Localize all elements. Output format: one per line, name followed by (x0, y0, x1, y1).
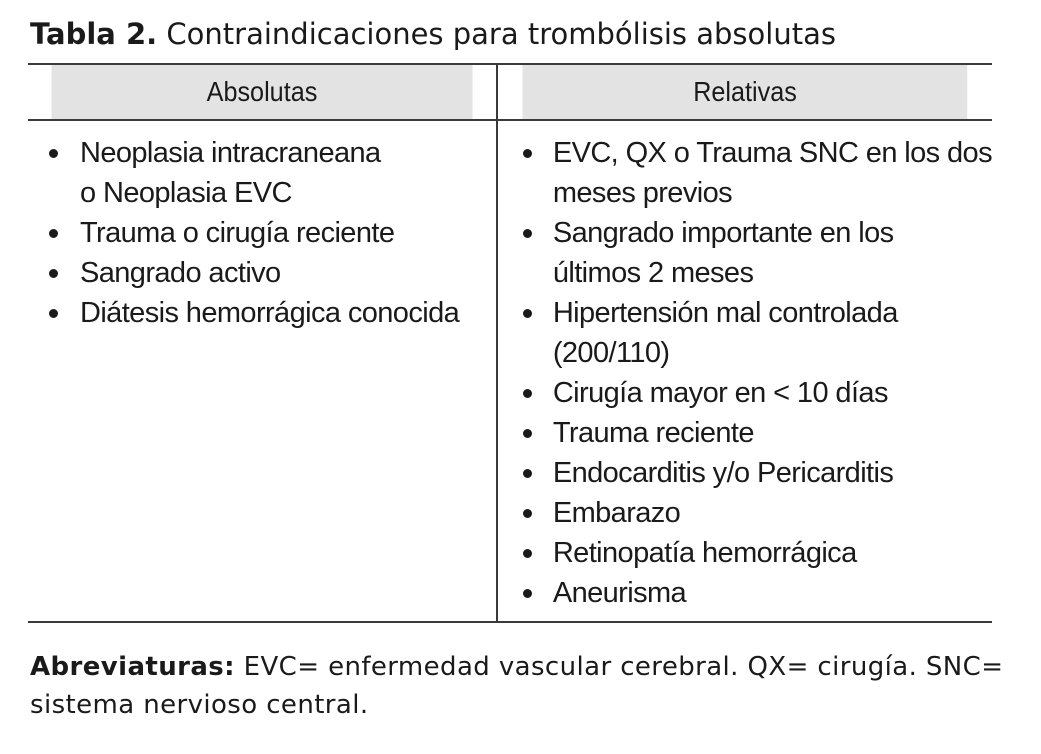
table-caption-label: Tabla 2. (30, 17, 158, 51)
header-absolutas: Absolutas (51, 64, 473, 120)
contraindications-table (28, 63, 992, 623)
header-relativas: Relativas (522, 64, 968, 120)
table-body-row (28, 120, 992, 622)
absolutas-item: Diátesis hemorrágica conocida (28, 293, 496, 333)
relativas-cell (497, 120, 992, 622)
relativas-item: Aneurisma (498, 573, 992, 613)
absolutas-item: Trauma o cirugía reciente (28, 213, 496, 253)
relativas-item: Endocarditis y/o Pericarditis (498, 453, 992, 493)
relativas-item: EVC, QX o Trauma SNC en los dos (498, 133, 992, 173)
relativas-item: Hipertensión mal controlada (498, 293, 992, 333)
absolutas-list (28, 133, 496, 333)
absolutas-item: Neoplasia intracraneana (28, 133, 496, 173)
relativas-item: Retinopatía hemorrágica (498, 533, 992, 573)
relativas-item-continuation: meses previos (552, 177, 733, 209)
absolutas-item: Sangrado activo (28, 253, 496, 293)
abbreviations-text: EVC= enfermedad vascular cerebral. QX= cirugía. SNC= sistema nervioso central. (30, 652, 1004, 720)
relativas-item-continuation: (200/110) (552, 337, 670, 369)
relativas-item: Trauma reciente (498, 413, 992, 453)
absolutas-subitem: o Neoplasia EVC (80, 177, 292, 209)
relativas-item: Embarazo (498, 493, 992, 533)
abbreviations-note (30, 648, 1010, 724)
absolutas-cell (28, 120, 497, 622)
relativas-item-continuation: últimos 2 meses (552, 257, 754, 289)
table-header-row (28, 64, 992, 120)
relativas-item: Sangrado importante en los (498, 213, 992, 253)
table-caption (30, 14, 836, 54)
abbreviations-label: Abreviaturas: (30, 652, 235, 682)
relativas-item: Cirugía mayor en < 10 días (498, 373, 992, 413)
table-caption-text: Contraindicaciones para trombólisis absolutas (166, 17, 836, 51)
relativas-list (498, 133, 992, 613)
